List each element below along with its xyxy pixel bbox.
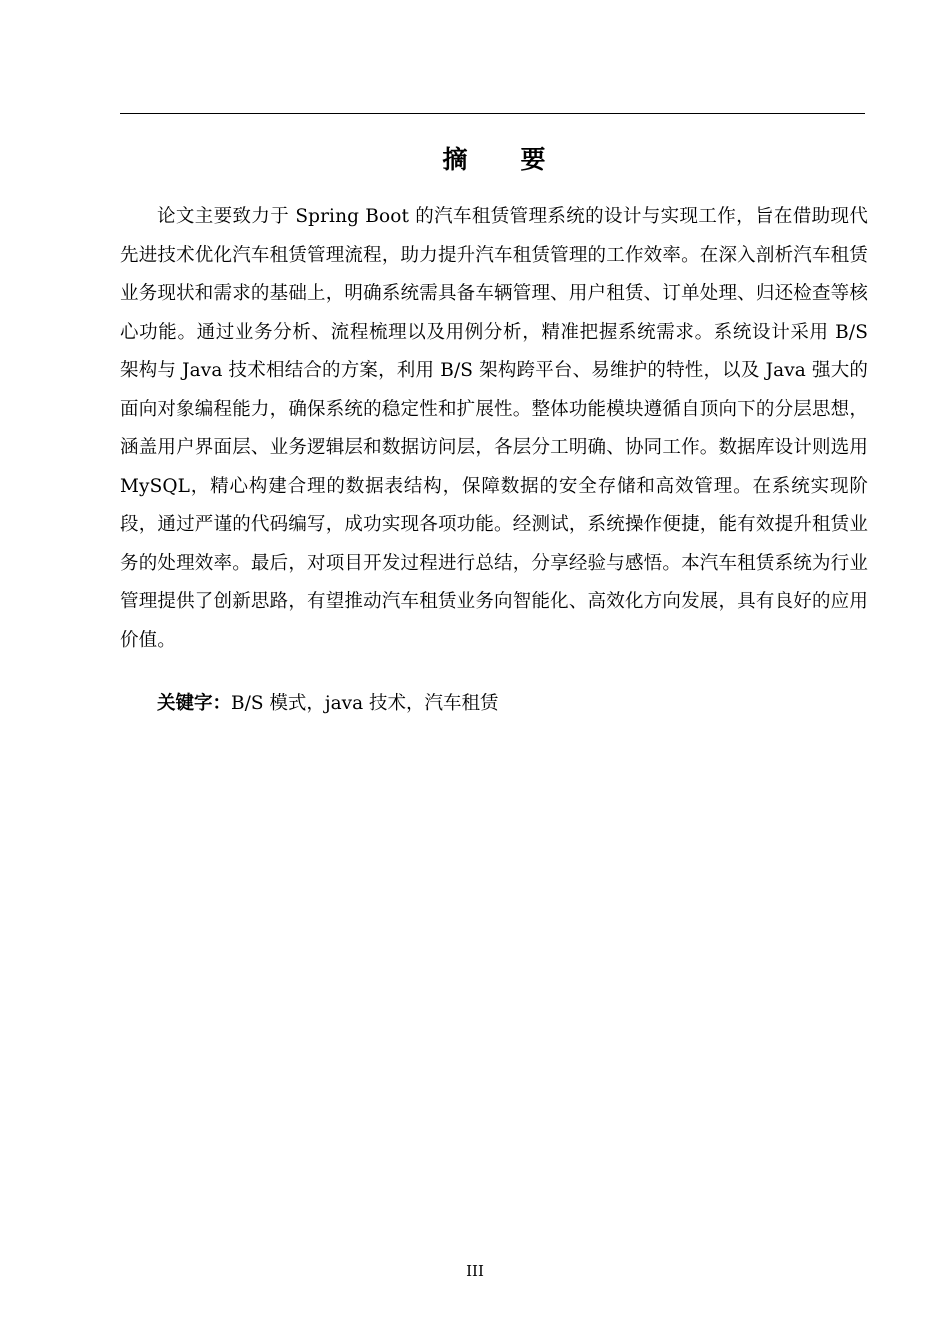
abstract-section bbox=[120, 140, 868, 742]
keywords-label: 关键字： bbox=[157, 693, 232, 714]
page-number: III bbox=[466, 1262, 484, 1280]
abstract-paragraph: 论文主要致力于 Spring Boot 的汽车租赁管理系统的设计与实现工作，旨在借助现代先进技术优化汽车租赁管理流程，助力提升汽车租赁管理的工作效率。在深入剖析汽车租赁业务现状和需求的基础上，明确系统需具备车辆管理、用户租赁、订单处理、归还检查等核心功能。通过业务分析、流程梳理以及用例分析，精准把握系统需求。系统设计采用 B/S 架构与 Java 技术相结合的方案，利用 B/S 架构跨平台、易维护的特性，以及 Java 强大的面向对象编程能力，确保系统的稳定性和扩展性。整体功能模块遵循自顶向下的分层思想，涵盖用户界面层、业务逻辑层和数据访问层，各层分工明确、协同工作。数据库设计则选用 MySQL，精心构建合理的数据表结构，保障数据的安全存储和高效管理。在系统实现阶段，通过严谨的代码编写，成功实现各项功能。经测试，系统操作便捷，能有效提升租赁业务的处理效率。最后，对项目开发过程进行总结，分享经验与感悟。本汽车租赁系统为行业管理提供了创新思路，有望推动汽车租赁业务向智能化、高效化方向发展，具有良好的应用价值。 bbox=[120, 206, 868, 651]
header-divider bbox=[120, 113, 865, 114]
keywords-line bbox=[120, 685, 868, 723]
page-title: 摘 要 bbox=[442, 145, 560, 174]
keywords-value: B/S 模式，java 技术，汽车租赁 bbox=[231, 693, 499, 714]
